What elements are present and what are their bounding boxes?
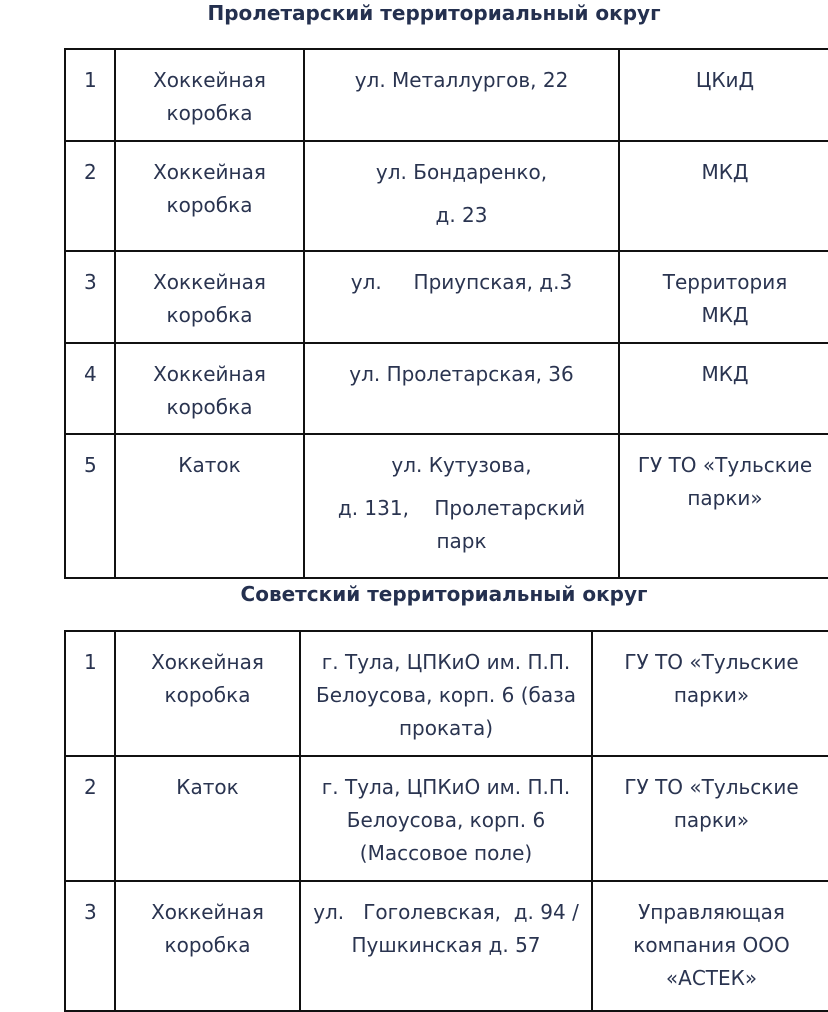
row-number: 2 bbox=[65, 141, 115, 251]
facility-type: Хоккейная коробка bbox=[115, 251, 304, 343]
row-number: 1 bbox=[65, 49, 115, 141]
facility-type: Хоккейная коробка bbox=[115, 343, 304, 434]
facility-type: Каток bbox=[115, 756, 300, 881]
facility-type: Хоккейная коробка bbox=[115, 141, 304, 251]
facility-type: Хоккейная коробка bbox=[115, 881, 300, 1011]
facility-address: ул. Кутузова, д. 131, Пролетарский парк bbox=[304, 434, 619, 578]
facility-owner: МКД bbox=[619, 343, 828, 434]
facility-address: ул. Приупская, д.3 bbox=[304, 251, 619, 343]
facility-type: Хоккейная коробка bbox=[115, 631, 300, 756]
table-row bbox=[65, 434, 828, 578]
section-title-proletarsky: Пролетарский территориальный округ bbox=[207, 1, 661, 25]
facility-owner: ГУ ТО «Тульские парки» bbox=[619, 434, 828, 578]
table-row bbox=[65, 881, 828, 1011]
row-number: 3 bbox=[65, 881, 115, 1011]
proletarsky-table bbox=[64, 48, 828, 579]
facility-type: Каток bbox=[115, 434, 304, 578]
table-row bbox=[65, 343, 828, 434]
facility-address: ул. Металлургов, 22 bbox=[304, 49, 619, 141]
facility-owner: Территория МКД bbox=[619, 251, 828, 343]
row-number: 2 bbox=[65, 756, 115, 881]
facility-type: Хоккейная коробка bbox=[115, 49, 304, 141]
table-row bbox=[65, 49, 828, 141]
facility-address: г. Тула, ЦПКиО им. П.П. Белоусова, корп. 6 (Массовое поле) bbox=[300, 756, 592, 881]
facility-address: ул. Пролетарская, 36 bbox=[304, 343, 619, 434]
sovetsky-table bbox=[64, 630, 828, 1012]
section-title-sovetsky: Советский территориальный округ bbox=[240, 582, 648, 606]
table-row bbox=[65, 631, 828, 756]
facility-owner: ГУ ТО «Тульские парки» bbox=[592, 631, 828, 756]
facility-owner: МКД bbox=[619, 141, 828, 251]
table-row bbox=[65, 251, 828, 343]
table-row bbox=[65, 141, 828, 251]
table-row bbox=[65, 756, 828, 881]
row-number: 3 bbox=[65, 251, 115, 343]
facility-owner: ЦКиД bbox=[619, 49, 828, 141]
facility-address: ул. Бондаренко, д. 23 bbox=[304, 141, 619, 251]
row-number: 1 bbox=[65, 631, 115, 756]
row-number: 5 bbox=[65, 434, 115, 578]
facility-owner: Управляющая компания ООО «АСТЕК» bbox=[592, 881, 828, 1011]
facility-address: г. Тула, ЦПКиО им. П.П. Белоусова, корп. 6 (база проката) bbox=[300, 631, 592, 756]
facility-address: ул. Гоголевская, д. 94 / Пушкинская д. 57 bbox=[300, 881, 592, 1011]
facility-owner: ГУ ТО «Тульские парки» bbox=[592, 756, 828, 881]
row-number: 4 bbox=[65, 343, 115, 434]
